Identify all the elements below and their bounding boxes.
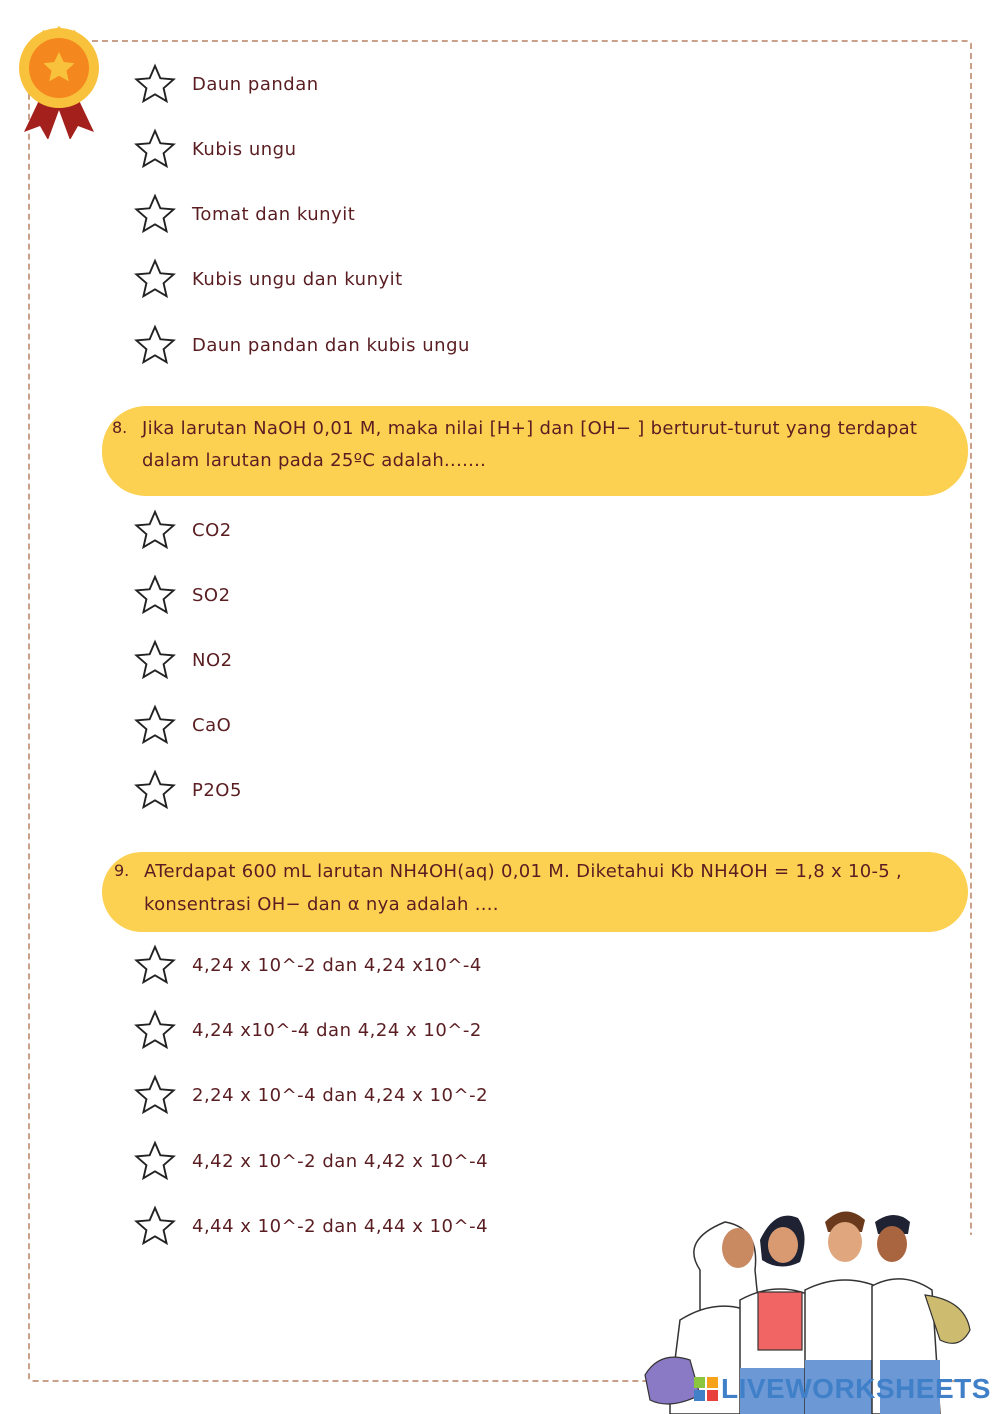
star-icon[interactable] (134, 128, 176, 170)
option-row[interactable] (134, 323, 470, 367)
option-label: 2,24 x 10^-4 dan 4,24 x 10^-2 (192, 1084, 489, 1106)
question-8-box (102, 406, 968, 496)
star-icon[interactable] (134, 574, 176, 616)
star-icon[interactable] (134, 639, 176, 681)
question-number: 9. (114, 861, 130, 880)
star-icon[interactable] (134, 944, 176, 986)
question-text-line1: ATerdapat 600 mL larutan NH4OH(aq) 0,01 M. Diketahui Kb NH4OH = 1,8 x 10-5 , (144, 861, 903, 882)
option-label: 4,24 x10^-4 dan 4,24 x 10^-2 (192, 1019, 482, 1041)
option-label: Kubis ungu dan kunyit (192, 268, 403, 290)
star-icon[interactable] (134, 769, 176, 811)
option-label: 4,42 x 10^-2 dan 4,42 x 10^-4 (192, 1150, 489, 1172)
option-label: Tomat dan kunyit (192, 203, 356, 225)
option-label: CO2 (192, 519, 232, 541)
option-row[interactable] (134, 257, 403, 301)
option-label: Daun pandan (192, 73, 319, 95)
option-label: NO2 (192, 649, 233, 671)
option-label: 4,24 x 10^-2 dan 4,24 x10^-4 (192, 954, 482, 976)
star-icon[interactable] (134, 1074, 176, 1116)
option-row[interactable] (134, 1008, 482, 1052)
option-label: SO2 (192, 584, 231, 606)
star-icon[interactable] (134, 258, 176, 300)
star-icon[interactable] (134, 509, 176, 551)
option-label: CaO (192, 714, 232, 736)
option-label: 4,44 x 10^-2 dan 4,44 x 10^-4 (192, 1215, 489, 1237)
star-icon[interactable] (134, 193, 176, 235)
question-number: 8. (112, 418, 128, 437)
option-row[interactable] (134, 127, 297, 171)
option-row[interactable] (134, 638, 233, 682)
option-label: P2O5 (192, 779, 242, 801)
option-row[interactable] (134, 768, 242, 812)
award-badge-icon (14, 24, 104, 139)
option-row[interactable] (134, 1204, 488, 1248)
question-text-line2: dalam larutan pada 25ºC adalah....... (142, 450, 487, 471)
option-row[interactable] (134, 703, 231, 747)
option-row[interactable] (134, 1139, 488, 1183)
star-icon[interactable] (134, 324, 176, 366)
option-row[interactable] (134, 573, 231, 617)
option-label: Kubis ungu (192, 138, 297, 160)
liveworksheets-logo (694, 1372, 991, 1406)
option-row[interactable] (134, 192, 355, 236)
star-icon[interactable] (134, 1140, 176, 1182)
question-text-line1: Jika larutan NaOH 0,01 M, maka nilai [H+] dan [OH− ] berturut-turut yang terdapat (142, 418, 918, 439)
star-icon[interactable] (134, 1009, 176, 1051)
liveworksheets-mark-icon (694, 1377, 718, 1401)
option-label: Daun pandan dan kubis ungu (192, 334, 470, 356)
option-row[interactable] (134, 943, 482, 987)
star-icon[interactable] (134, 63, 176, 105)
option-row[interactable] (134, 62, 319, 106)
question-9-box (102, 852, 968, 932)
option-row[interactable] (134, 1073, 488, 1117)
brand-name: LIVEWORKSHEETS (721, 1373, 991, 1404)
question-text-line2: konsentrasi OH− dan α nya adalah .... (144, 894, 499, 915)
option-row[interactable] (134, 508, 232, 552)
star-icon[interactable] (134, 704, 176, 746)
star-icon[interactable] (134, 1205, 176, 1247)
